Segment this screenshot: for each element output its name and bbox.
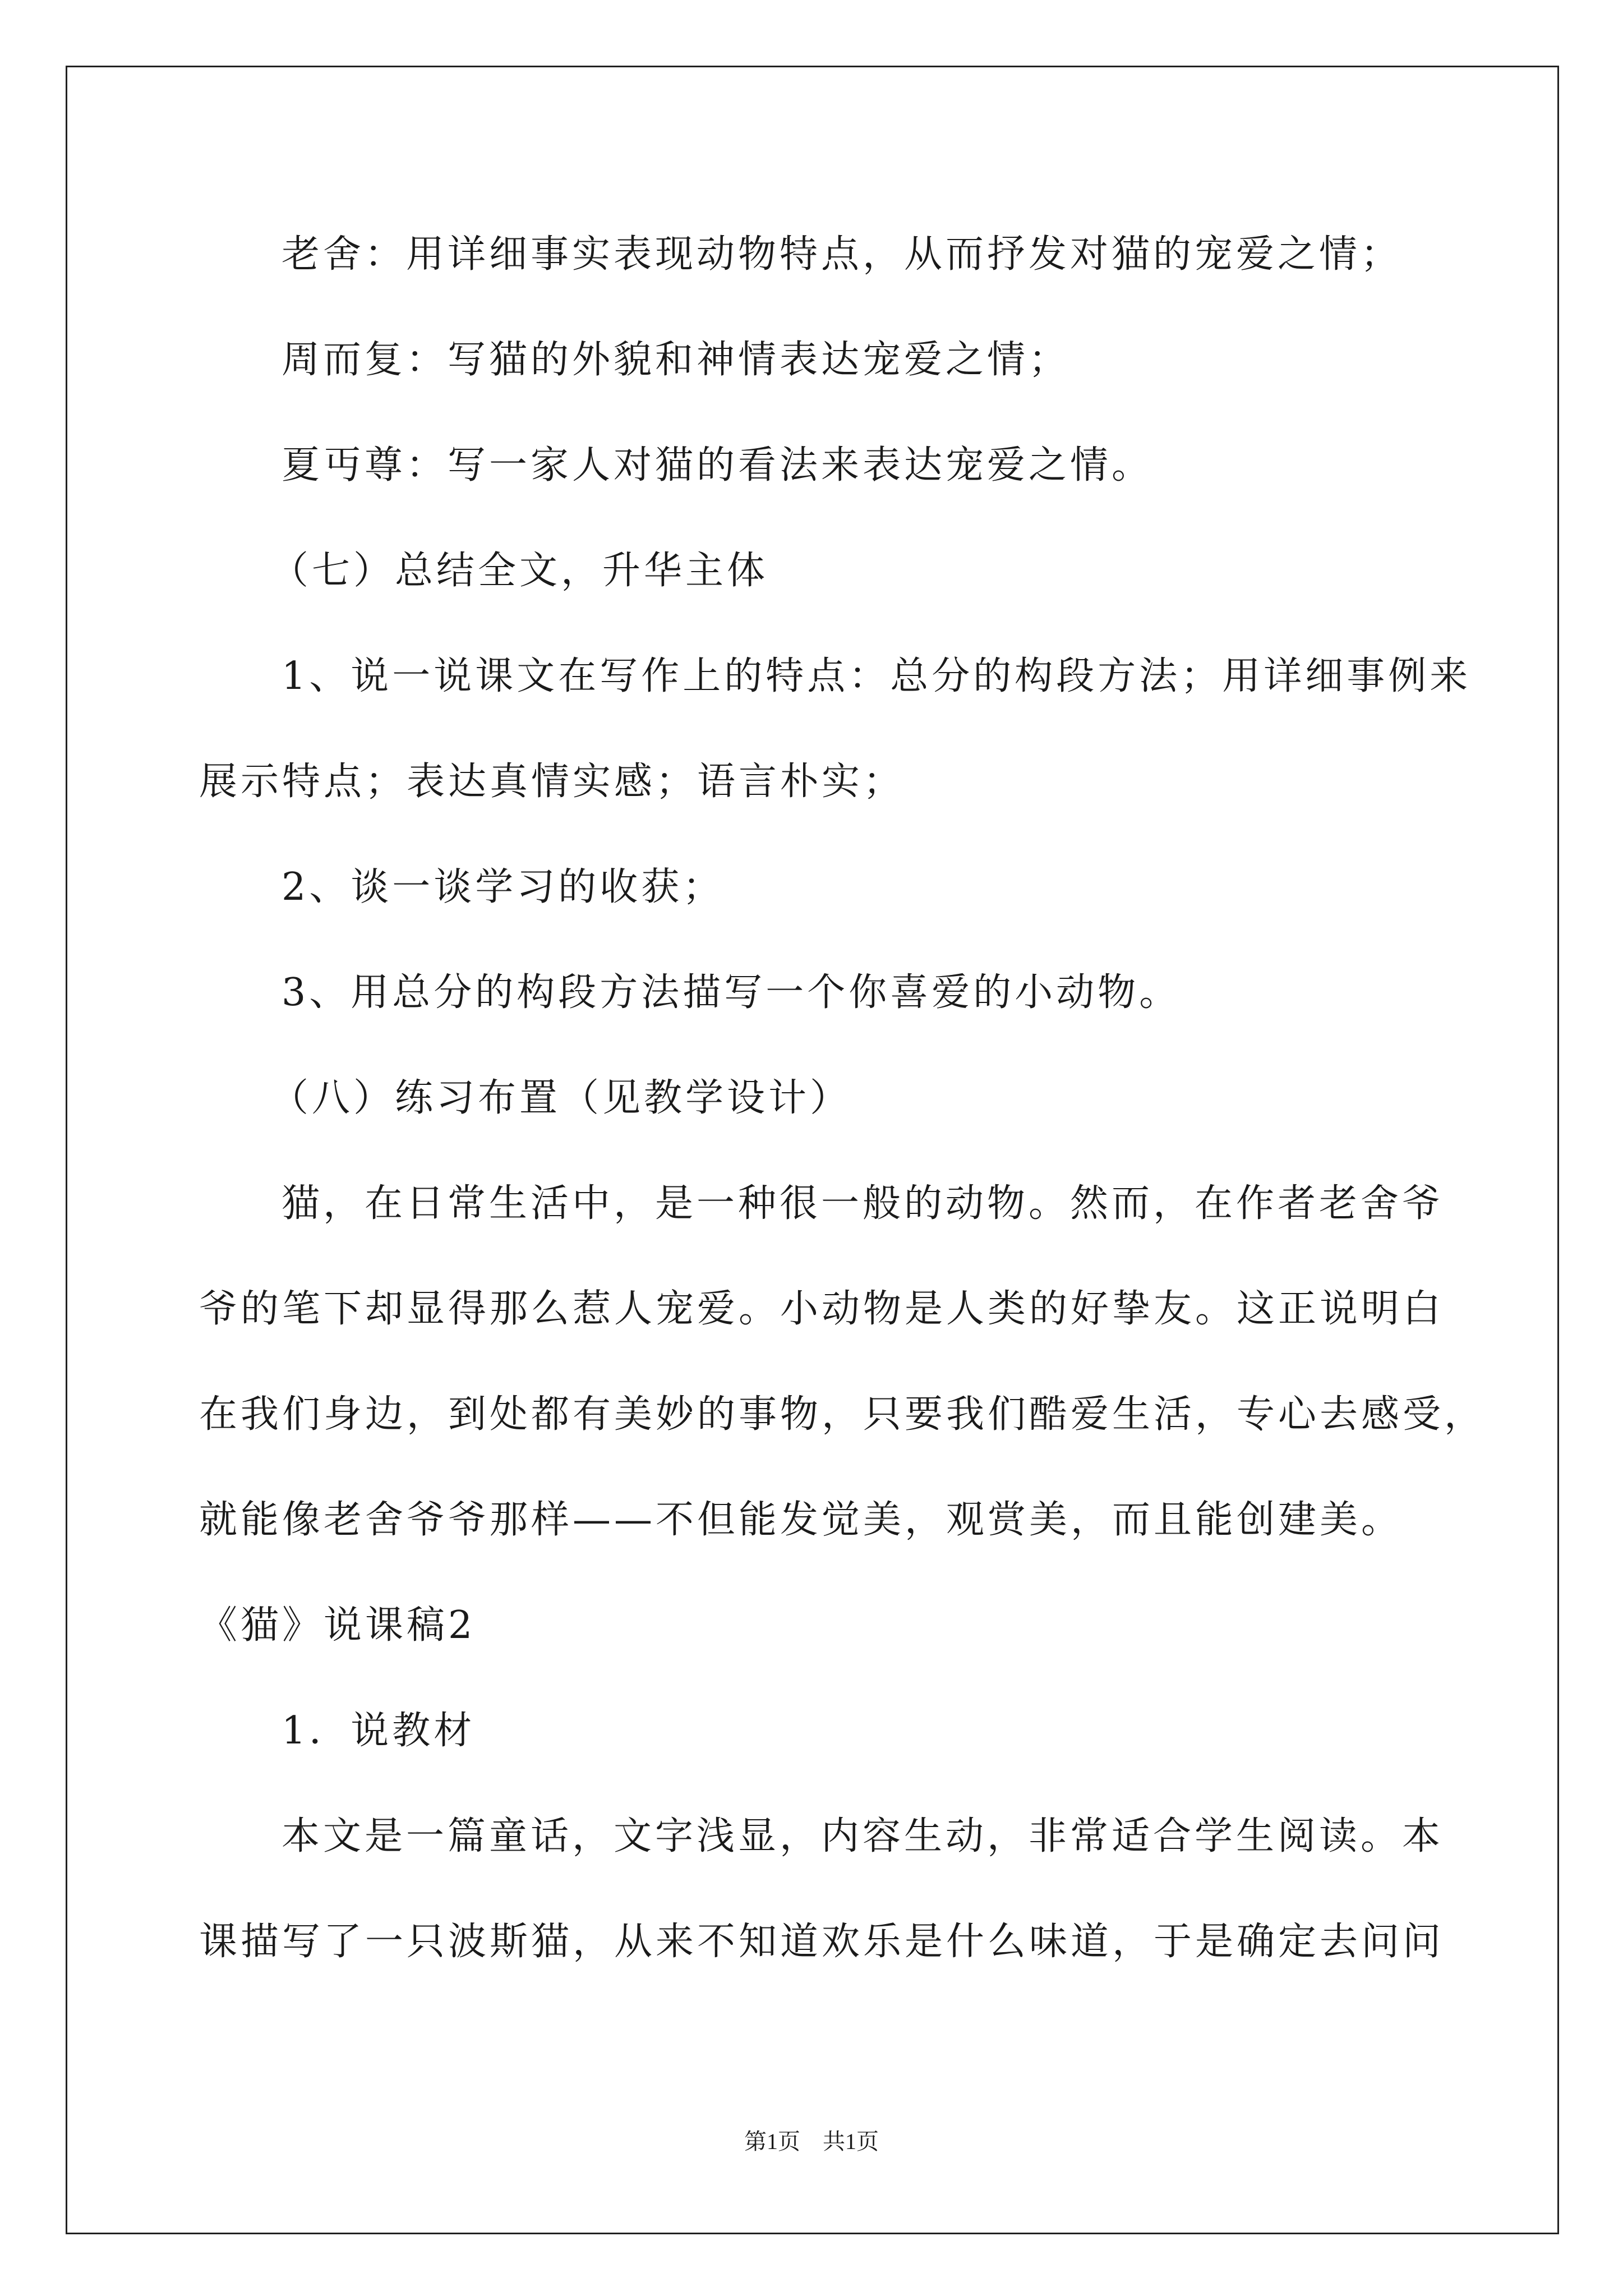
paragraph-zhouerfu: 周而复：写猫的外貌和神情表达宠爱之情； — [282, 338, 1071, 382]
paragraph-laoshe: 老舍：用详细事实表现动物特点，从而抒发对猫的宠爱之情； — [282, 232, 1403, 277]
page-number-footer: 第1页 共1页 — [744, 2129, 879, 2154]
paragraph-cat-line-4: 就能像老舍爷爷那样——不但能发觉美，观赏美，而且能创建美。 — [199, 1498, 1403, 1542]
paragraph-cat-line-2: 爷的笔下却显得那么惹人宠爱。小动物是人类的好挚友。这正说明白 — [199, 1287, 1445, 1331]
page-border — [66, 66, 1559, 2234]
paragraph-cat-line-1: 猫，在日常生活中，是一种很一般的动物。然而，在作者老舍爷 — [282, 1181, 1444, 1226]
paragraph-textbook-line-1: 本文是一篇童话，文字浅显，内容生动，非常适合学生阅读。本 — [282, 1814, 1444, 1858]
list-item-3: 3、用总分的构段方法描写一个你喜爱的小动物。 — [282, 970, 1181, 1015]
section-heading-eight: （八）练习布置（见教学设计） — [270, 1076, 852, 1120]
section-heading-seven: （七）总结全文，升华主体 — [270, 549, 769, 593]
list-item-2: 2、谈一谈学习的收获； — [282, 865, 725, 909]
list-item-1-continued: 展示特点；表达真情实感；语言朴实； — [199, 760, 905, 804]
paragraph-textbook-line-2: 课描写了一只波斯猫，从来不知道欢乐是什么味道，于是确定去问问 — [199, 1920, 1445, 1964]
paragraph-cat-line-3: 在我们身边，到处都有美妙的事物，只要我们酷爱生活，专心去感受， — [199, 1392, 1486, 1437]
list-item-1: 1、说一说课文在写作上的特点：总分的构段方法；用详细事例来 — [282, 654, 1472, 698]
paragraph-xiamianzun: 夏丏尊：写一家人对猫的看法来表达宠爱之情。 — [282, 443, 1154, 487]
document-title-2: 《猫》说课稿2 — [199, 1603, 476, 1648]
section-heading-textbook: 1．说教材 — [282, 1709, 476, 1753]
